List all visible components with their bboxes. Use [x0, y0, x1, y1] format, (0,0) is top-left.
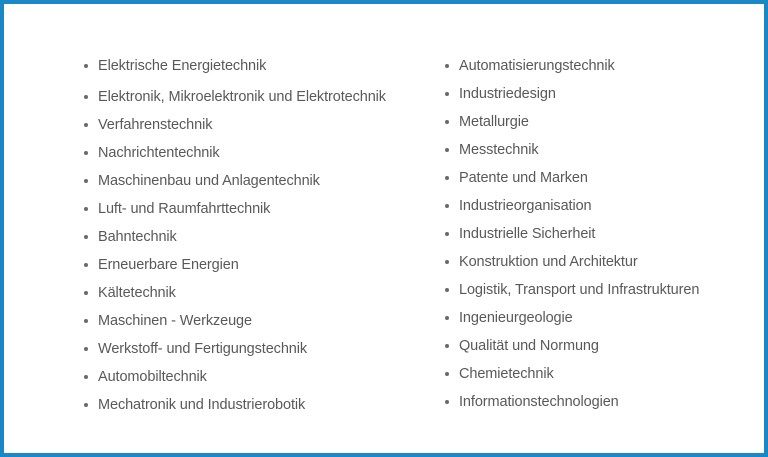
- list-item: [445, 108, 755, 136]
- bullet-icon: [445, 64, 449, 68]
- bullet-icon: [445, 260, 449, 264]
- bullet-icon: [84, 291, 88, 295]
- list-item-label: Patente und Marken: [459, 170, 588, 186]
- right-topic-list: [445, 52, 755, 416]
- bullet-icon: [445, 204, 449, 208]
- bullet-icon: [445, 176, 449, 180]
- list-item: [445, 164, 755, 192]
- list-item-label: Werkstoff- und Fertigungstechnik: [98, 341, 308, 357]
- bullet-icon: [445, 120, 449, 124]
- list-item-label: Industrieorganisation: [459, 198, 592, 214]
- list-item-label: Mechatronik und Industrierobotik: [98, 397, 306, 413]
- list-item-label: Informationstechnologien: [459, 394, 619, 410]
- list-item-label: Ingenieurgeologie: [459, 310, 573, 326]
- list-item-label: Erneuerbare Energien: [98, 257, 239, 273]
- bullet-icon: [84, 263, 88, 267]
- list-item-label: Maschinen - Werkzeuge: [98, 313, 252, 329]
- bullet-icon: [445, 288, 449, 292]
- bullet-icon: [445, 344, 449, 348]
- list-item-label: Qualität und Normung: [459, 338, 599, 354]
- list-item: [84, 279, 414, 307]
- list-item: [445, 332, 755, 360]
- bullet-icon: [445, 232, 449, 236]
- bullet-icon: [445, 316, 449, 320]
- bullet-icon: [84, 235, 88, 239]
- bullet-icon: [84, 347, 88, 351]
- list-item-label: Messtechnik: [459, 142, 539, 158]
- bullet-icon: [84, 375, 88, 379]
- list-item-label: Luft- und Raumfahrttechnik: [98, 201, 271, 217]
- list-item-label: Metallurgie: [459, 114, 529, 130]
- list-item: [445, 52, 755, 80]
- bullet-icon: [445, 400, 449, 404]
- bullet-icon: [84, 64, 88, 68]
- list-item: [445, 80, 755, 108]
- list-item: [84, 251, 414, 279]
- list-item-label: Industriedesign: [459, 86, 556, 102]
- list-item: [445, 248, 755, 276]
- list-item: [445, 220, 755, 248]
- list-item: [445, 388, 755, 416]
- list-item: [84, 52, 414, 80]
- list-item: [84, 139, 414, 167]
- bullet-icon: [445, 372, 449, 376]
- list-item-label: Maschinenbau und Anlagentechnik: [98, 173, 320, 189]
- list-item: [84, 391, 414, 419]
- bullet-icon: [84, 151, 88, 155]
- list-item-label: Automobiltechnik: [98, 369, 207, 385]
- bullet-icon: [84, 207, 88, 211]
- list-item-label: Konstruktion und Architektur: [459, 254, 638, 270]
- list-item-label: Industrielle Sicherheit: [459, 226, 596, 242]
- list-item-label: Logistik, Transport und Infrastrukturen: [459, 282, 700, 298]
- bullet-icon: [84, 95, 88, 99]
- list-item-label: Automatisierungstechnik: [459, 58, 615, 74]
- list-item-label: Bahntechnik: [98, 229, 177, 245]
- list-item-label: Elektronik, Mikroelektronik und Elektrotechnik: [98, 89, 386, 105]
- bullet-icon: [84, 123, 88, 127]
- list-item: [84, 363, 414, 391]
- list-item: [84, 307, 414, 335]
- bullet-icon: [84, 403, 88, 407]
- list-item: [445, 136, 755, 164]
- list-item: [84, 83, 414, 111]
- bullet-icon: [84, 179, 88, 183]
- list-item-label: Nachrichtentechnik: [98, 145, 220, 161]
- list-item: [445, 276, 755, 304]
- list-item-label: Verfahrenstechnik: [98, 117, 213, 133]
- list-item: [445, 360, 755, 388]
- left-topic-list: [84, 52, 414, 419]
- list-item-label: Elektrische Energietechnik: [98, 58, 267, 74]
- bullet-icon: [445, 148, 449, 152]
- list-item-label: Chemietechnik: [459, 366, 554, 382]
- list-item: [84, 111, 414, 139]
- list-item: [445, 304, 755, 332]
- list-item: [84, 195, 414, 223]
- bullet-icon: [445, 92, 449, 96]
- bullet-icon: [84, 319, 88, 323]
- list-item-label: Kältetechnik: [98, 285, 176, 301]
- list-item: [445, 192, 755, 220]
- list-item: [84, 167, 414, 195]
- list-item: [84, 223, 414, 251]
- list-item: [84, 335, 414, 363]
